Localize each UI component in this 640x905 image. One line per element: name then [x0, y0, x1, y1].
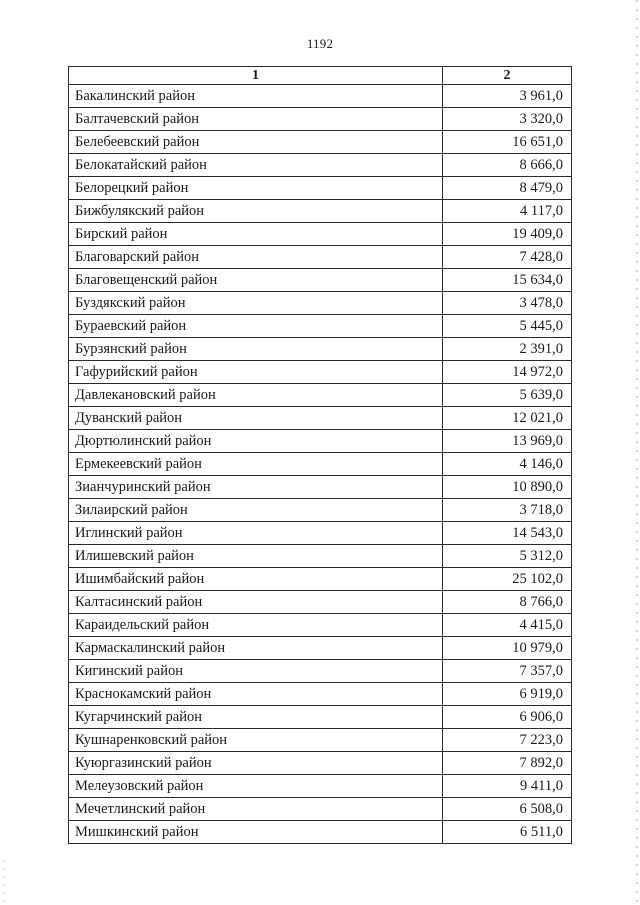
- district-value: 19 409,0: [443, 223, 572, 246]
- table-row: [69, 430, 572, 453]
- district-value: 2 391,0: [443, 338, 572, 361]
- table-row: [69, 545, 572, 568]
- table-row: [69, 614, 572, 637]
- table-row: [69, 246, 572, 269]
- district-value: 7 223,0: [443, 729, 572, 752]
- district-name: Зилаирский район: [69, 499, 443, 522]
- district-value: 14 972,0: [443, 361, 572, 384]
- table-row: [69, 361, 572, 384]
- district-value: 3 320,0: [443, 108, 572, 131]
- table-row: [69, 591, 572, 614]
- column-header-2: 2: [443, 67, 572, 85]
- district-value: 10 979,0: [443, 637, 572, 660]
- table-row: [69, 200, 572, 223]
- district-value: 5 312,0: [443, 545, 572, 568]
- table-row: [69, 706, 572, 729]
- district-name: Зианчуринский район: [69, 476, 443, 499]
- district-value: 15 634,0: [443, 269, 572, 292]
- district-name: Балтачевский район: [69, 108, 443, 131]
- district-value: 7 892,0: [443, 752, 572, 775]
- district-name: Кугарчинский район: [69, 706, 443, 729]
- table-row: [69, 85, 572, 108]
- table-row: [69, 752, 572, 775]
- scan-edge-marks: [636, 0, 638, 905]
- district-value: 3 478,0: [443, 292, 572, 315]
- district-value: 14 543,0: [443, 522, 572, 545]
- district-name: Благоварский район: [69, 246, 443, 269]
- district-value: 25 102,0: [443, 568, 572, 591]
- district-name: Караидельский район: [69, 614, 443, 637]
- table-row: [69, 131, 572, 154]
- table-row: [69, 775, 572, 798]
- district-name: Бураевский район: [69, 315, 443, 338]
- table-row: [69, 154, 572, 177]
- district-value: 5 639,0: [443, 384, 572, 407]
- district-name: Бакалинский район: [69, 85, 443, 108]
- page-number: 1192: [306, 36, 334, 51]
- table-row: [69, 223, 572, 246]
- district-value: 7 428,0: [443, 246, 572, 269]
- district-value: 6 906,0: [443, 706, 572, 729]
- table-row: [69, 108, 572, 131]
- table-row: [69, 637, 572, 660]
- district-value: 16 651,0: [443, 131, 572, 154]
- table-row: [69, 384, 572, 407]
- table-row: [69, 453, 572, 476]
- district-name: Кушнаренковский район: [69, 729, 443, 752]
- district-name: Бурзянский район: [69, 338, 443, 361]
- district-name: Белокатайский район: [69, 154, 443, 177]
- district-value: 8 479,0: [443, 177, 572, 200]
- district-name: Бижбулякский район: [69, 200, 443, 223]
- district-value: 6 511,0: [443, 821, 572, 844]
- district-name: Иглинский район: [69, 522, 443, 545]
- table-header-row: [69, 67, 572, 85]
- district-name: Калтасинский район: [69, 591, 443, 614]
- district-value: 5 445,0: [443, 315, 572, 338]
- table-row: [69, 476, 572, 499]
- district-name: Ишимбайский район: [69, 568, 443, 591]
- district-value: 9 411,0: [443, 775, 572, 798]
- district-value: 10 890,0: [443, 476, 572, 499]
- table-row: [69, 315, 572, 338]
- district-value: 8 666,0: [443, 154, 572, 177]
- district-name: Куюргазинский район: [69, 752, 443, 775]
- table-row: [69, 499, 572, 522]
- district-name: Мишкинский район: [69, 821, 443, 844]
- district-table: [68, 66, 572, 844]
- district-name: Ермекеевский район: [69, 453, 443, 476]
- district-value: 6 508,0: [443, 798, 572, 821]
- table-row: [69, 660, 572, 683]
- district-value: 4 117,0: [443, 200, 572, 223]
- district-value: 4 146,0: [443, 453, 572, 476]
- district-value: 8 766,0: [443, 591, 572, 614]
- district-value: 13 969,0: [443, 430, 572, 453]
- table-row: [69, 798, 572, 821]
- district-name: Белорецкий район: [69, 177, 443, 200]
- district-name: Кигинский район: [69, 660, 443, 683]
- district-name: Давлекановский район: [69, 384, 443, 407]
- district-value: 3 961,0: [443, 85, 572, 108]
- district-name: Белебеевский район: [69, 131, 443, 154]
- district-table-container: [68, 66, 571, 844]
- table-row: [69, 821, 572, 844]
- column-header-1: 1: [69, 67, 443, 85]
- district-name: Благовещенский район: [69, 269, 443, 292]
- district-value: 4 415,0: [443, 614, 572, 637]
- table-row: [69, 269, 572, 292]
- table-row: [69, 407, 572, 430]
- table-row: [69, 522, 572, 545]
- district-name: Буздякский район: [69, 292, 443, 315]
- district-name: Мечетлинский район: [69, 798, 443, 821]
- district-name: Кармаскалинский район: [69, 637, 443, 660]
- table-row: [69, 729, 572, 752]
- district-name: Бирский район: [69, 223, 443, 246]
- district-value: 6 919,0: [443, 683, 572, 706]
- district-name: Мелеузовский район: [69, 775, 443, 798]
- district-name: Дюртюлинский район: [69, 430, 443, 453]
- district-name: Краснокамский район: [69, 683, 443, 706]
- table-row: [69, 338, 572, 361]
- table-row: [69, 177, 572, 200]
- district-name: Илишевский район: [69, 545, 443, 568]
- table-row: [69, 292, 572, 315]
- table-row: [69, 683, 572, 706]
- district-value: 12 021,0: [443, 407, 572, 430]
- district-value: 7 357,0: [443, 660, 572, 683]
- district-value: 3 718,0: [443, 499, 572, 522]
- district-name: Гафурийский район: [69, 361, 443, 384]
- district-name: Дуванский район: [69, 407, 443, 430]
- scan-edge-marks-left: [3, 860, 5, 905]
- table-row: [69, 568, 572, 591]
